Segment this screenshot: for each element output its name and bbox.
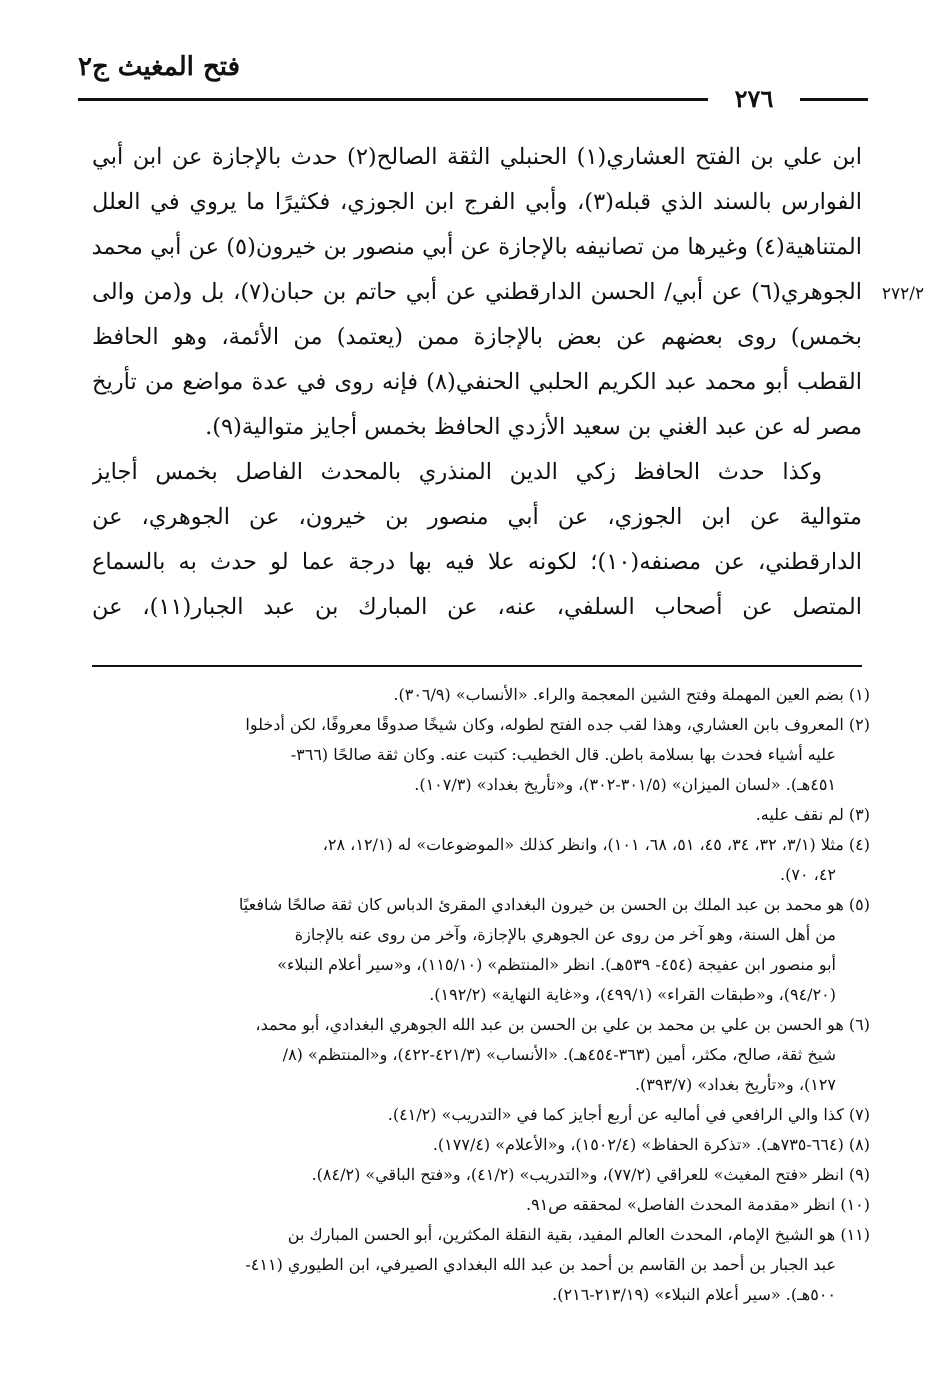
footnote-line: ٤٢، ٧٠). <box>780 865 836 884</box>
page-number: ٢٧٦ <box>710 84 798 113</box>
text-line: المتناهية(٤) وغيرها من تصانيفه بالإجازة عن أبي منصور بن خيرون(٥) عن أبي محمد <box>92 234 862 260</box>
footnote <box>92 830 870 890</box>
footnote <box>92 1220 870 1310</box>
main-text <box>92 135 862 630</box>
footnote-line: من أهل السنة، وهو آخر من روى عن الجوهري بالإجازة، وآخر من روى عنه بالإجازة <box>294 925 836 944</box>
text-line: القطب أبو محمد عبد الكريم الحلبي الحنفي(٨) فإنه روى في عدة مواضع من تأريخ <box>92 369 862 395</box>
footnote-line: (١) بضم العين المهملة وفتح الشين المعجمة والراء. «الأنساب» (٣٠٦/٩). <box>393 685 870 704</box>
footnote-line: (١٠) انظر «مقدمة المحدث الفاصل» لمحققه ص٩١. <box>525 1195 870 1214</box>
footnote <box>92 890 870 1010</box>
footnote <box>92 800 870 830</box>
footnote-line: (٤) مثلا (٣/١، ٣٢، ٣٤، ٤٥، ٥١، ٦٨، ١٠١)، وانظر كذلك «الموضوعات» له (١٢/١، ٢٨، <box>322 835 870 854</box>
text-line: الدارقطني، عن مصنفه(١٠)؛ لكونه علا فيه بها درجة عما لو حدث به بالسماع <box>92 549 862 575</box>
footnote-line: ٤٥١هـ). «لسان الميزان» (٣٠١/٥-٣٠٢)، و«تأريخ بغداد» (١٠٧/٣). <box>414 775 836 794</box>
footnote-line: ١٢٧)، و«تأريخ بغداد» (٣٩٣/٧). <box>634 1075 836 1094</box>
text-line: بخمس) روى بعضهم عن بعض بالإجازة ممن (يعتمد) من الأئمة، وهو الحافظ <box>92 324 862 350</box>
footnote-line: ٥٠٠هـ). «سير أعلام النبلاء» (٢١٣/١٩-٢١٦). <box>552 1285 836 1304</box>
footnote-line: (٩٤/٢٠)، و«طبقات القراء» (٤٩٩/١)، و«غاية النهاية» (١٩٢/٢). <box>429 985 836 1004</box>
footnote-line: (٦) هو الحسن بن علي بن محمد بن علي بن الحسن بن عبد الله الجوهري البغدادي، أبو محمد، <box>255 1015 870 1034</box>
running-title: فتح المغيث ج٢ <box>78 52 241 82</box>
footnote <box>92 680 870 710</box>
footnote-line: (٨) (٦٦٤-٧٣٥هـ). «تذكرة الحفاظ» (١٥٠٢/٤)، و«الأعلام» (١٧٧/٤). <box>432 1135 870 1154</box>
margin-folio-note: ٢٧٢/٢ <box>881 284 925 304</box>
footnote-line: شيخ ثقة، صالح، مكثر، أمين (٣٦٣-٤٥٤هـ). «الأنساب» (٤٢١/٣-٤٢٢)، و«المنتظم» (٨/ <box>282 1045 836 1064</box>
footnote-line: عليه أشياء فحدث بها بسلامة باطن. قال الخطيب: كتبت عنه. وكان ثقة صالحًا (٣٦٦- <box>290 745 836 764</box>
footnote-line: (٩) انظر «فتح المغيث» للعراقي (٧٧/٢)، و«التدريب» (٤١/٢)، و«فتح الباقي» (٨٤/٢). <box>311 1165 870 1184</box>
footnote <box>92 1100 870 1130</box>
footnote-line: (٧) كذا والي الرافعي في أماليه عن أربع أجايز كما في «التدريب» (٤١/٢). <box>387 1105 870 1124</box>
footnote <box>92 1190 870 1220</box>
footnote-line: أبو منصور ابن عفيجة (٤٥٤- ٥٣٩هـ). انظر «المنتظم» (١١٥/١٠)، و«سير أعلام النبلاء» <box>277 955 836 974</box>
footnote-line: (٥) هو محمد بن عبد الملك بن الحسن بن خيرون البغدادي المقرئ الدباس كان ثقة صالحًا شافعيًا <box>238 895 870 914</box>
footnote-separator <box>92 665 862 667</box>
footnotes <box>92 680 870 1310</box>
text-line: المتصل عن أصحاب السلفي، عنه، عن المبارك بن عبد الجبار(١١)، عن <box>92 594 862 620</box>
footnote-line: (٢) المعروف بابن العشاري، وهذا لقب جده الفتح لطوله، وكان شيخًا صدوقًا معروفًا، لكن أدخلوا <box>245 715 870 734</box>
footnote-line: (٣) لم نقف عليه. <box>755 805 870 824</box>
text-line: الجوهري(٦) عن أبي/ الحسن الدارقطني عن أبي حاتم بن حبان(٧)، بل و(من والى <box>92 279 862 305</box>
footnote-line: (١١) هو الشيخ الإمام، المحدث العالم المفيد، بقية النقلة المكثرين، أبو الحسن المبارك بن <box>287 1225 870 1244</box>
text-line: مصر له عن عبد الغني بن سعيد الأزدي الحافظ بخمس أجايز متوالية(٩). <box>205 414 862 440</box>
text-line: متوالية عن ابن الجوزي، عن أبي منصور بن خيرون، عن الجوهري، عن <box>92 504 862 530</box>
footnote <box>92 1010 870 1100</box>
footnote <box>92 1160 870 1190</box>
text-line: ابن علي بن الفتح العشاري(١) الحنبلي الثقة الصالح(٢) حدث بالإجازة عن ابن أبي <box>92 144 862 170</box>
text-line: الفوارس بالسند الذي قبله(٣)، وأبي الفرج ابن الجوزي، فكثيرًا ما يروي في العلل <box>92 189 862 215</box>
text-line: وكذا حدث الحافظ زكي الدين المنذري بالمحدث الفاصل بخمس أجايز <box>92 459 822 485</box>
footnote-line: عبد الجبار بن أحمد بن القاسم بن أحمد بن عبد الله البغدادي الصيرفي، ابن الطيوري (٤١١- <box>245 1255 836 1274</box>
footnote <box>92 710 870 800</box>
footnote <box>92 1130 870 1160</box>
